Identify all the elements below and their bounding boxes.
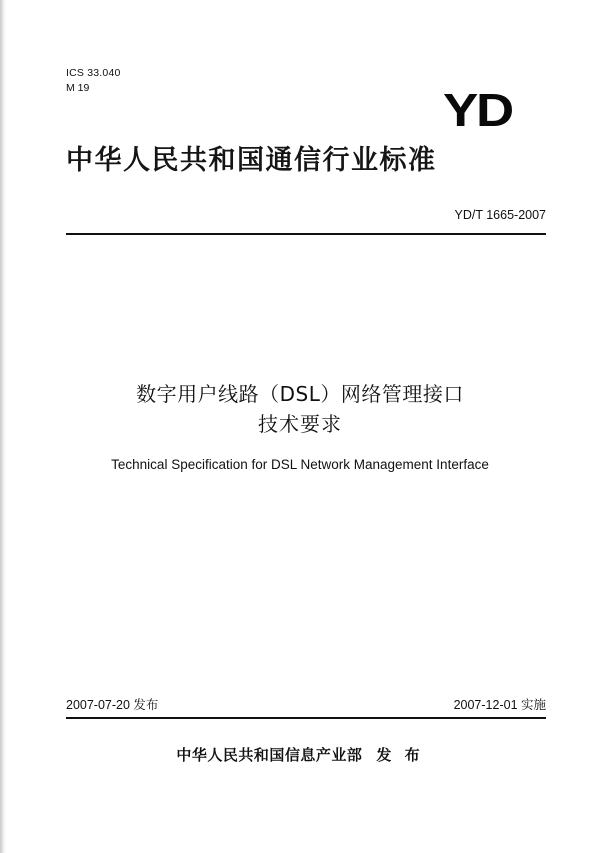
publish-action: 发 布 (376, 746, 424, 764)
document-title-chinese-line2: 技术要求 (258, 412, 342, 436)
document-title-english: Technical Specification for DSL Network Management Interface (111, 457, 489, 472)
ics-code: ICS 33.040 (66, 67, 121, 79)
yd-logo: YD (443, 84, 512, 136)
standard-number: YD/T 1665-2007 (454, 208, 546, 222)
ccs-code: M 19 (66, 82, 90, 94)
issue-date: 2007-07-20 发布 (66, 698, 159, 712)
publisher-name: 中华人民共和国信息产业部 (176, 746, 363, 764)
document-title-chinese-line1: 数字用户线路（DSL）网络管理接口 (136, 382, 464, 406)
standard-title: 中华人民共和国通信行业标准 (66, 145, 437, 176)
header-divider (66, 233, 546, 235)
implementation-date: 2007-12-01 实施 (453, 698, 546, 712)
publisher-line (0, 744, 600, 766)
footer-divider (66, 717, 546, 719)
